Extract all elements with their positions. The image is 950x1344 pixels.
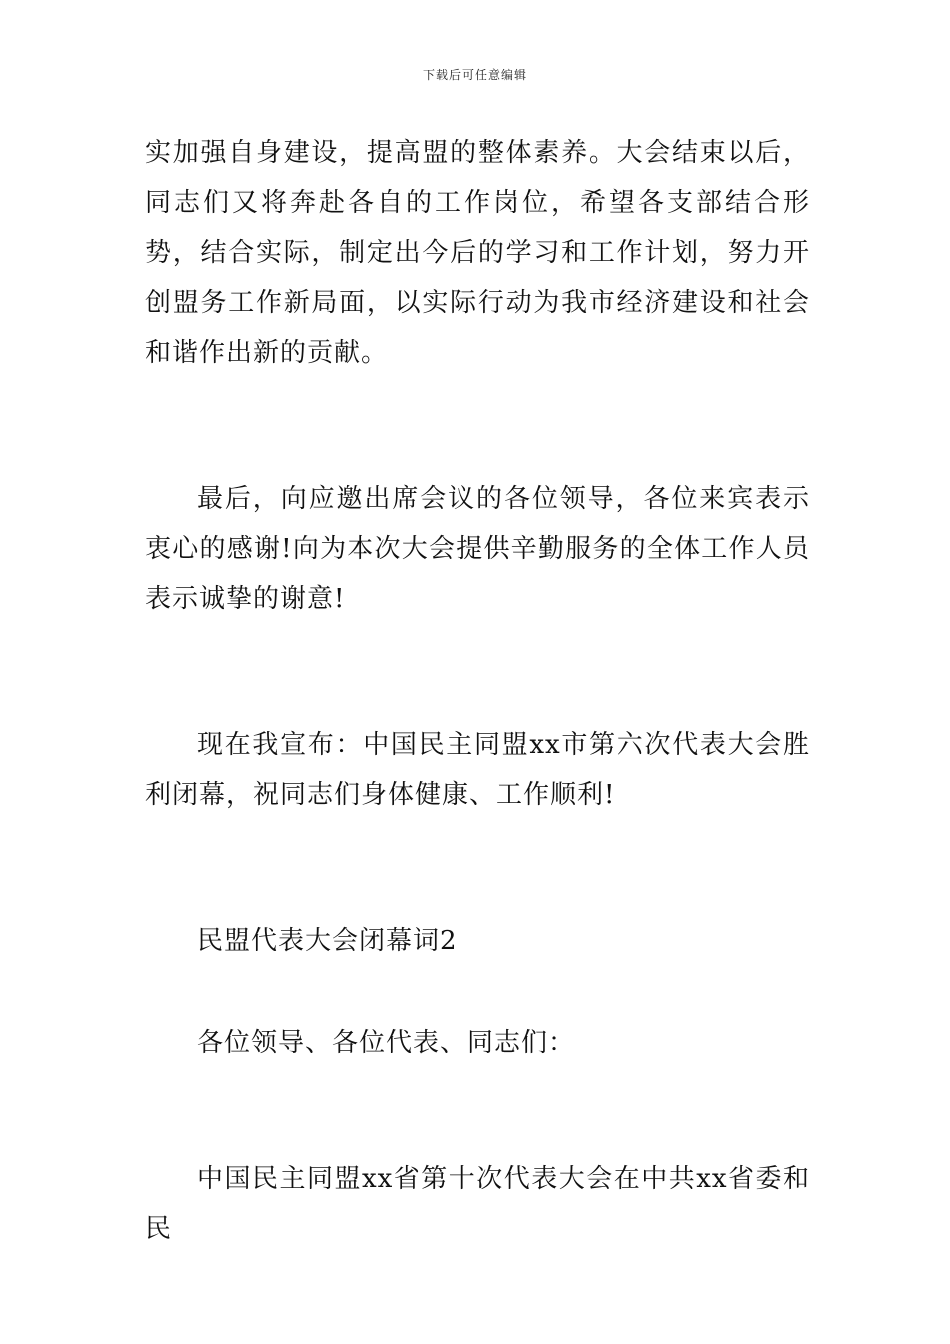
paragraph-opening: 中国民主同盟xx省第十次代表大会在中共xx省委和民 xyxy=(145,1164,810,1244)
paragraph-continuation: 实加强自身建设，提高盟的整体素养。大会结束以后，同志们又将奔赴各自的工作岗位，希望各支部结合形势，结合实际，制定出今后的学习和工作计划，努力开创盟务工作新局面，以实际行动为我市经济建设和社会和谐作出新的贡献。 xyxy=(145,138,810,368)
salutation: 各位领导、各位代表、同志们： xyxy=(197,1028,576,1058)
page-header-note: 下载后可任意编辑 xyxy=(422,68,527,82)
paragraph-closing-announcement: 现在我宣布：中国民主同盟xx市第六次代表大会胜利闭幕，祝同志们身体健康、工作顺利! xyxy=(145,730,810,810)
paragraph-thanks: 最后，向应邀出席会议的各位领导，各位来宾表示衷心的感谢!向为本次大会提供辛勤服务的全体工作人员表示诚挚的谢意! xyxy=(145,484,810,614)
section-title: 民盟代表大会闭幕词2 xyxy=(197,926,458,956)
document-body xyxy=(145,128,810,1254)
